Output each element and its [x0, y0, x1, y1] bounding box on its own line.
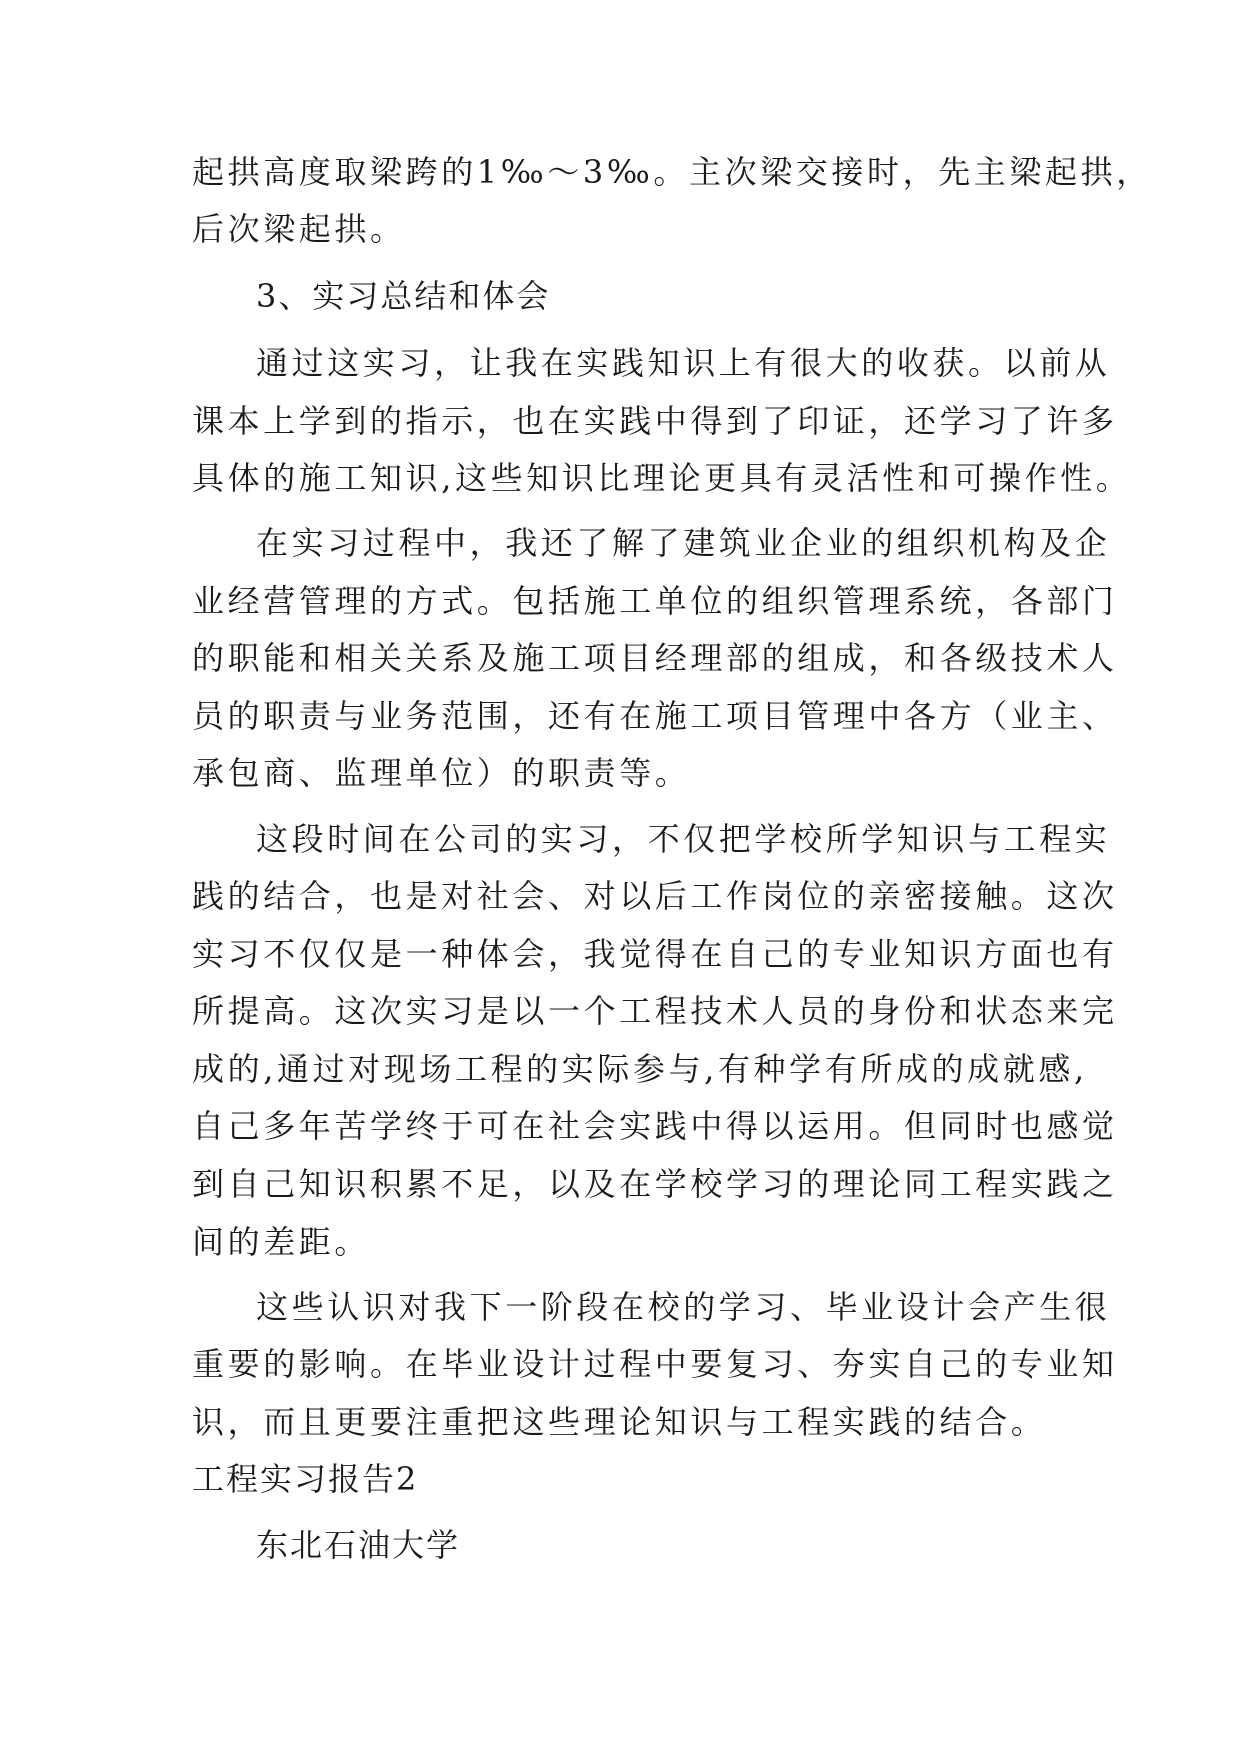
- paragraph-line: 这段时间在公司的实习，不仅把学校所学知识与工程实: [256, 820, 1111, 858]
- paragraph-line: 员的职责与业务范围，还有在施工项目管理中各方（业主、: [192, 697, 1118, 735]
- paragraph-line: 实习不仅仅是一种体会，我觉得在自己的专业知识方面也有: [192, 935, 1118, 973]
- section-heading: 3、实习总结和体会: [256, 277, 551, 315]
- paragraph-line: 这些认识对我下一阶段在校的学习、毕业设计会产生很: [256, 1288, 1111, 1326]
- paragraph-line: 间的差距。: [192, 1223, 371, 1261]
- paragraph-line: 识，而且更要注重把这些理论知识与工程实践的结合。: [192, 1403, 1047, 1441]
- paragraph-line: 通过这实习，让我在实践知识上有很大的收获。以前从: [256, 344, 1111, 382]
- paragraph-line: 在实习过程中，我还了解了建筑业企业的组织机构及企: [256, 524, 1111, 562]
- paragraph-line: 重要的影响。在毕业设计过程中要复习、夯实自己的专业知: [192, 1345, 1118, 1383]
- report-title: 工程实习报告2: [192, 1460, 419, 1498]
- paragraph-line: 自己多年苦学终于可在社会实践中得以运用。但同时也感觉: [192, 1107, 1118, 1145]
- paragraph-line: 践的结合，也是对社会、对以后工作岗位的亲密接触。这次: [192, 877, 1118, 915]
- paragraph-line: 到自己知识积累不足，以及在学校学习的理论同工程实践之: [192, 1165, 1118, 1203]
- paragraph-line: 起拱高度取梁跨的1‰～3‰。主次梁交接时，先主梁起拱，: [192, 153, 1152, 191]
- paragraph-line: 的职能和相关关系及施工项目经理部的组成，和各级技术人: [192, 639, 1118, 677]
- paragraph-line: 承包商、监理单位）的职责等。: [192, 754, 691, 792]
- paragraph-line: 所提高。这次实习是以一个工程技术人员的身份和状态来完: [192, 992, 1118, 1030]
- paragraph-line: 具体的施工知识,这些知识比理论更具有灵活性和可操作性。: [192, 459, 1132, 497]
- paragraph-line: 成的,通过对现场工程的实际参与,有种学有所成的成就感,: [192, 1050, 1088, 1088]
- paragraph-line: 后次梁起拱。: [192, 210, 406, 248]
- university-name: 东北石油大学: [256, 1526, 461, 1564]
- paragraph-line: 课本上学到的指示，也在实践中得到了印证，还学习了许多: [192, 402, 1118, 440]
- paragraph-line: 业经营管理的方式。包括施工单位的组织管理系统，各部门: [192, 582, 1118, 620]
